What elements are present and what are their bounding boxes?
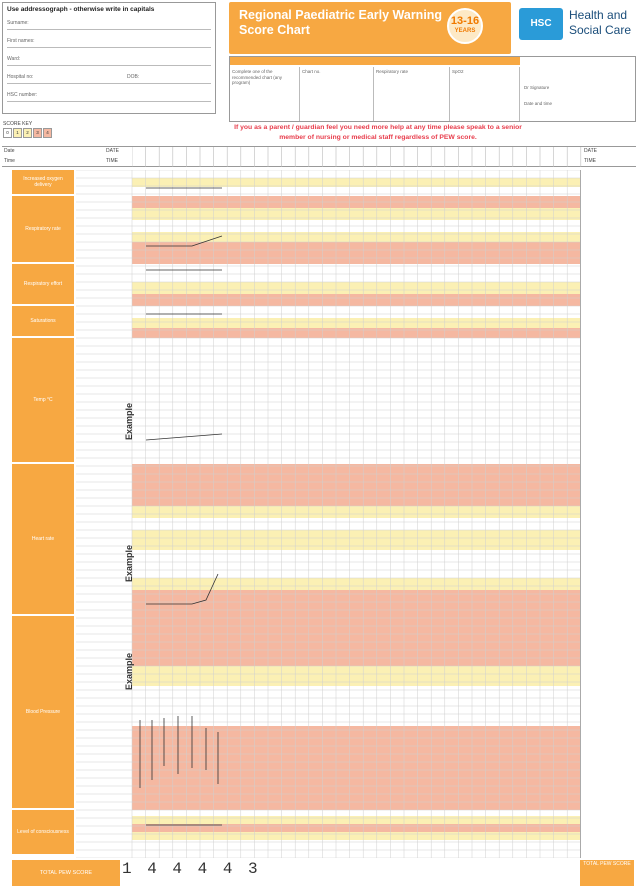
score-key-label: SCORE KEY — [3, 121, 33, 127]
total-score-values[interactable]: 1 4 4 4 4 3 — [122, 860, 261, 878]
time-header-right: TIME — [584, 158, 596, 164]
dr-signature-label: Dr Signature — [524, 85, 550, 90]
time-label: Time — [4, 158, 15, 164]
total-score-label: TOTAL PEW SCORE — [12, 860, 120, 886]
hospital-no-field[interactable]: Hospital no: DOB: — [7, 71, 211, 84]
info-strip — [230, 57, 520, 65]
section-saturations: Saturations — [12, 306, 74, 338]
score-key-cell: 3 — [33, 128, 42, 138]
example-traces — [12, 170, 580, 858]
score-key-cell: 1 — [13, 128, 22, 138]
surname-field[interactable]: Surname: — [7, 17, 211, 30]
date-time-row — [2, 146, 636, 167]
info-band — [229, 56, 636, 122]
section-heart-rate: Heart rate — [12, 464, 74, 616]
info-cell-chart-no[interactable]: Chart no. — [300, 67, 374, 121]
date-header: DATE — [106, 148, 119, 154]
age-range-badge — [447, 8, 483, 44]
info-cell-respiratory[interactable]: Respiratory rate — [374, 67, 450, 121]
hsc-number-field[interactable]: HSC number: — [7, 89, 211, 102]
chart-title-banner — [229, 2, 511, 54]
example-label-heart: Example — [124, 544, 134, 582]
section-respiratory-effort: Respiratory effort — [12, 264, 74, 306]
section-temperature: Temp °C — [12, 338, 74, 464]
section-consciousness: Level of consciousness — [12, 810, 74, 856]
age-range: 13-16 — [450, 15, 480, 27]
section-oxygen: Increased oxygen delivery — [12, 170, 74, 196]
example-label-temp: Example — [124, 402, 134, 440]
total-score-row — [2, 858, 636, 889]
parent-warning — [168, 123, 588, 143]
section-blood-pressure: Blood Pressure — [12, 616, 74, 810]
date-header-right: DATE — [584, 148, 597, 154]
score-key-cell: 4 — [43, 128, 52, 138]
address-box-title: Use addressograph - otherwise write in capitals — [7, 6, 155, 13]
hsc-logo: HSC — [519, 8, 563, 40]
first-names-field[interactable]: First names: — [7, 35, 211, 48]
chart-title: Regional Paediatric Early Warning Score Chart — [239, 8, 443, 37]
total-score-label-right: TOTAL PEW SCORE — [580, 860, 634, 886]
patient-address-box — [2, 2, 216, 114]
warning-line-2: member of nursing or medical staff regardless of PEW score. — [279, 134, 477, 141]
score-key-cell: 2 — [23, 128, 32, 138]
date-time-grid[interactable] — [132, 147, 582, 167]
info-cell-signature[interactable] — [520, 67, 635, 121]
date-time-label: Date and time — [524, 101, 553, 106]
info-cell-completion[interactable]: Complete one of the recommended chart (any program) — [230, 67, 300, 121]
info-cell-spo2[interactable]: SpO2 — [450, 67, 520, 121]
time-header: TIME — [106, 158, 118, 164]
example-label-bp: Example — [124, 652, 134, 690]
age-unit: YEARS — [454, 28, 476, 34]
section-respiratory-rate: Respiratory rate — [12, 196, 74, 264]
hsc-logo-text: Health and Social Care — [569, 8, 632, 37]
right-score-column — [580, 170, 635, 858]
ward-field[interactable]: Ward: — [7, 53, 211, 66]
date-label: Date — [4, 148, 15, 154]
warning-line-1: If you as a parent / guardian feel you need more help at any time please speak to a senior — [234, 124, 522, 131]
score-key-cell: 0 — [3, 128, 12, 138]
score-key — [3, 128, 53, 137]
pew-chart — [12, 170, 580, 858]
